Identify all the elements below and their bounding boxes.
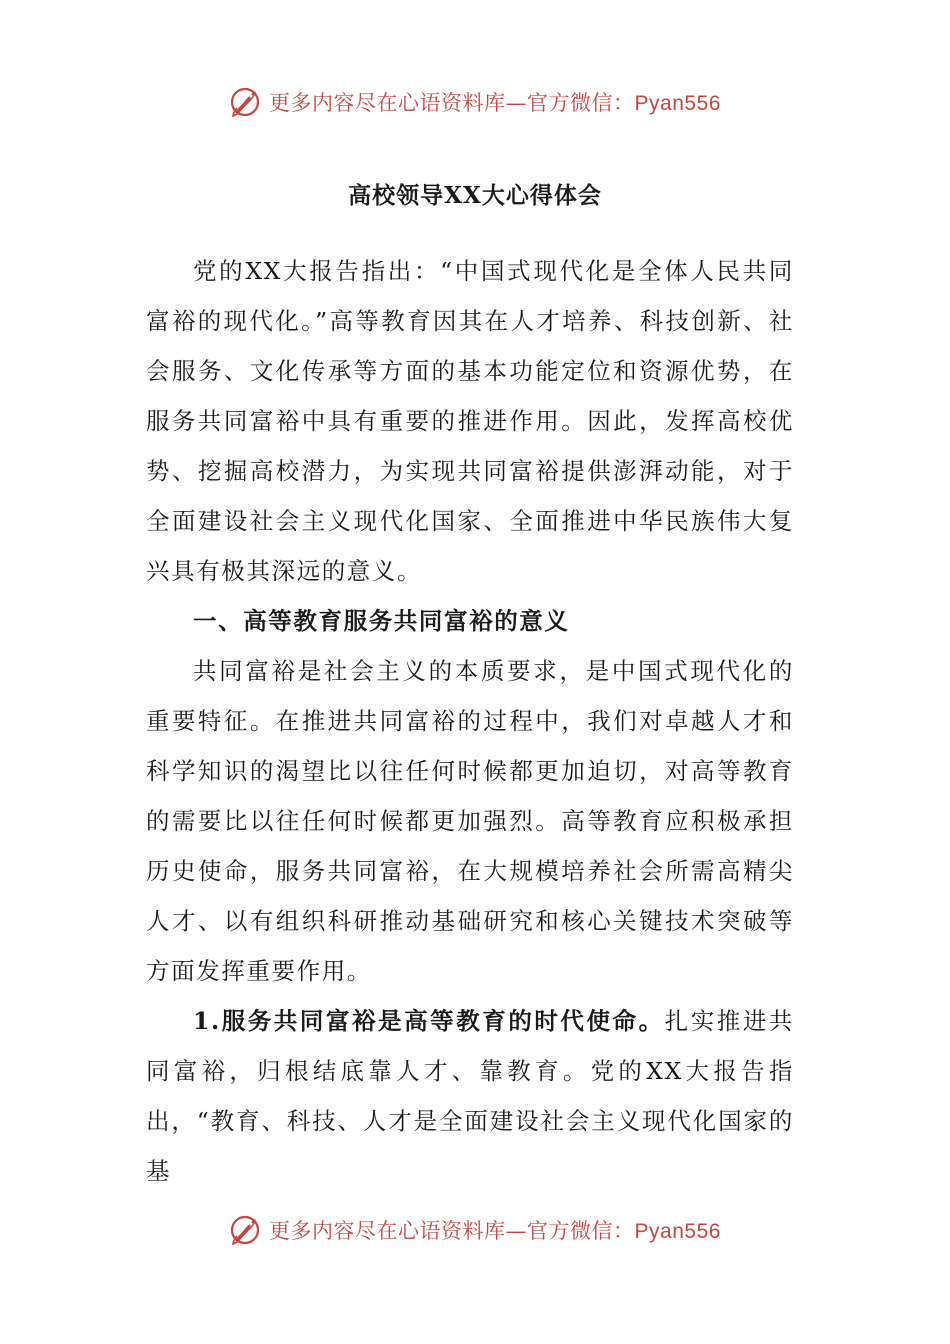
point-1-paragraph bbox=[146, 996, 794, 1196]
watermark-footer bbox=[0, 1210, 950, 1250]
document-title: 高校领导XX大心得体会 bbox=[348, 182, 602, 209]
point-1-lead: 1.服务共同富裕是高等教育的时代使命。 bbox=[193, 1007, 665, 1035]
section-heading: 一、高等教育服务共同富裕的意义 bbox=[193, 607, 570, 635]
document-body bbox=[146, 246, 794, 1196]
intro-paragraph: 党的XX大报告指出：“中国式现代化是全体人民共同富裕的现代化。”高等教育因其在人才培养、科技创新、社会服务、文化传承等方面的基本功能定位和资源优势，在服务共同富裕中具有重要的推进作用。因此，发挥高校优势、挖掘高校潜力，为实现共同富裕提供澎湃动能，对于全面建设社会主义现代化国家、全面推进中华民族伟大复兴具有极其深远的意义。 bbox=[146, 257, 794, 585]
pen-logo-icon bbox=[229, 85, 263, 119]
section-paragraph: 共同富裕是社会主义的本质要求，是中国式现代化的重要特征。在推进共同富裕的过程中，我们对卓越人才和科学知识的渴望比以往任何时候都更加迫切，对高等教育的需要比以往任何时候都更加强烈。高等教育应积极承担历史使命，服务共同富裕，在大规模培养社会所需高精尖人才、以有组织科研推动基础研究和核心关键技术突破等方面发挥重要作用。 bbox=[146, 657, 794, 985]
watermark-text: 更多内容尽在心语资料库—官方微信：Pyan556 bbox=[269, 91, 721, 115]
pen-logo-icon bbox=[229, 1213, 263, 1247]
watermark-header bbox=[0, 82, 950, 122]
watermark-handle: Pyan556 bbox=[634, 92, 721, 115]
watermark-handle: Pyan556 bbox=[634, 1220, 721, 1243]
watermark-text: 更多内容尽在心语资料库—官方微信：Pyan556 bbox=[269, 1219, 721, 1243]
point-1-text: 扎实推进共同富裕，归根结底靠人才、靠教育。党的XX大报告指出，“教育、科技、人才是全面建设社会主义现代化国家的基 bbox=[146, 1007, 795, 1185]
